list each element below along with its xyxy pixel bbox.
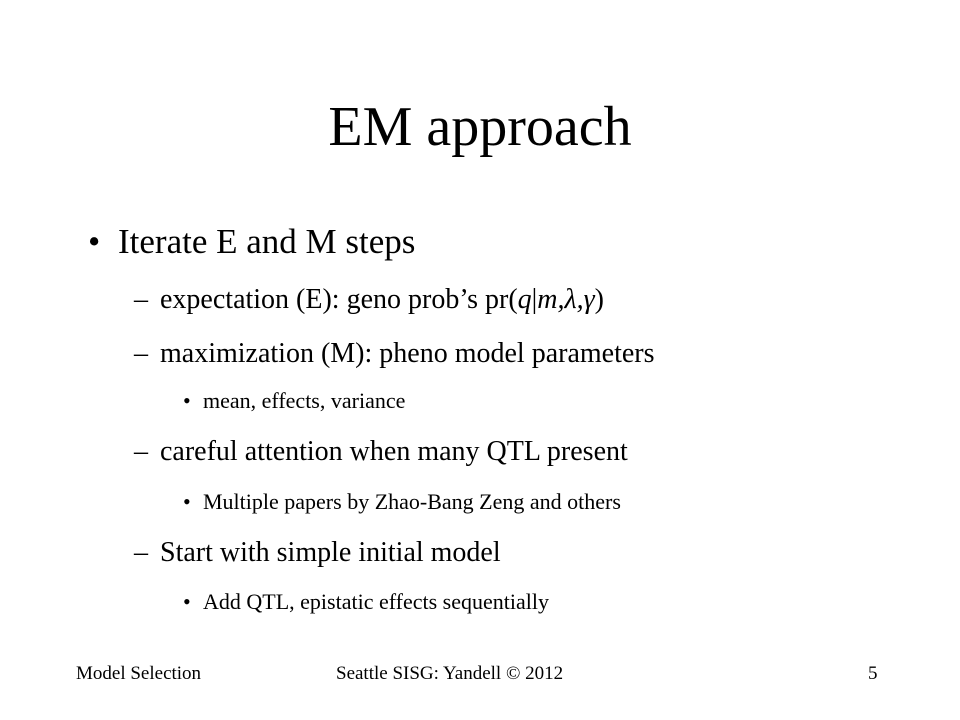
subsubbullet-text: Add QTL, epistatic effects sequentially	[203, 589, 549, 614]
subbullet-expectation	[134, 282, 604, 318]
bullet-marker: •	[183, 388, 191, 413]
given-bar: |	[531, 284, 538, 315]
variable-q: q	[517, 284, 532, 315]
subbullet-start-simple	[134, 535, 501, 571]
subsubbullet-add-qtl	[183, 587, 549, 617]
subbullet-text: careful attention when many QTL present	[160, 436, 628, 467]
dash-marker: –	[134, 537, 148, 568]
bullet-marker: •	[88, 222, 101, 261]
close-paren: )	[594, 284, 604, 315]
slide-title: EM approach	[328, 96, 632, 158]
subbullet-text: Start with simple initial model	[160, 537, 501, 568]
subbullet-careful-attention	[134, 434, 628, 470]
bullet-iterate	[88, 221, 416, 263]
variables-m-lambda-gamma: m,λ,γ	[537, 284, 595, 315]
subsubbullet-mean-effects	[183, 386, 406, 416]
dash-marker: –	[134, 338, 148, 369]
subsubbullet-text: Multiple papers by Zhao-Bang Zeng and others	[203, 489, 621, 514]
subbullet-maximization	[134, 336, 655, 372]
footer-left: Model Selection	[76, 663, 202, 684]
subbullet-text-prefix: expectation (E): geno prob’s pr(	[160, 284, 518, 315]
footer-center: Seattle SISG: Yandell © 2012	[336, 663, 564, 684]
dash-marker: –	[134, 436, 148, 467]
subbullet-text: maximization (M): pheno model parameters	[160, 338, 655, 369]
subsubbullet-multiple-papers	[183, 487, 621, 517]
dash-marker: –	[134, 284, 148, 315]
bullet-marker: •	[183, 589, 191, 614]
bullet-marker: •	[183, 489, 191, 514]
page-number: 5	[868, 663, 878, 684]
bullet-text: Iterate E and M steps	[118, 222, 416, 261]
subsubbullet-text: mean, effects, variance	[203, 388, 406, 413]
